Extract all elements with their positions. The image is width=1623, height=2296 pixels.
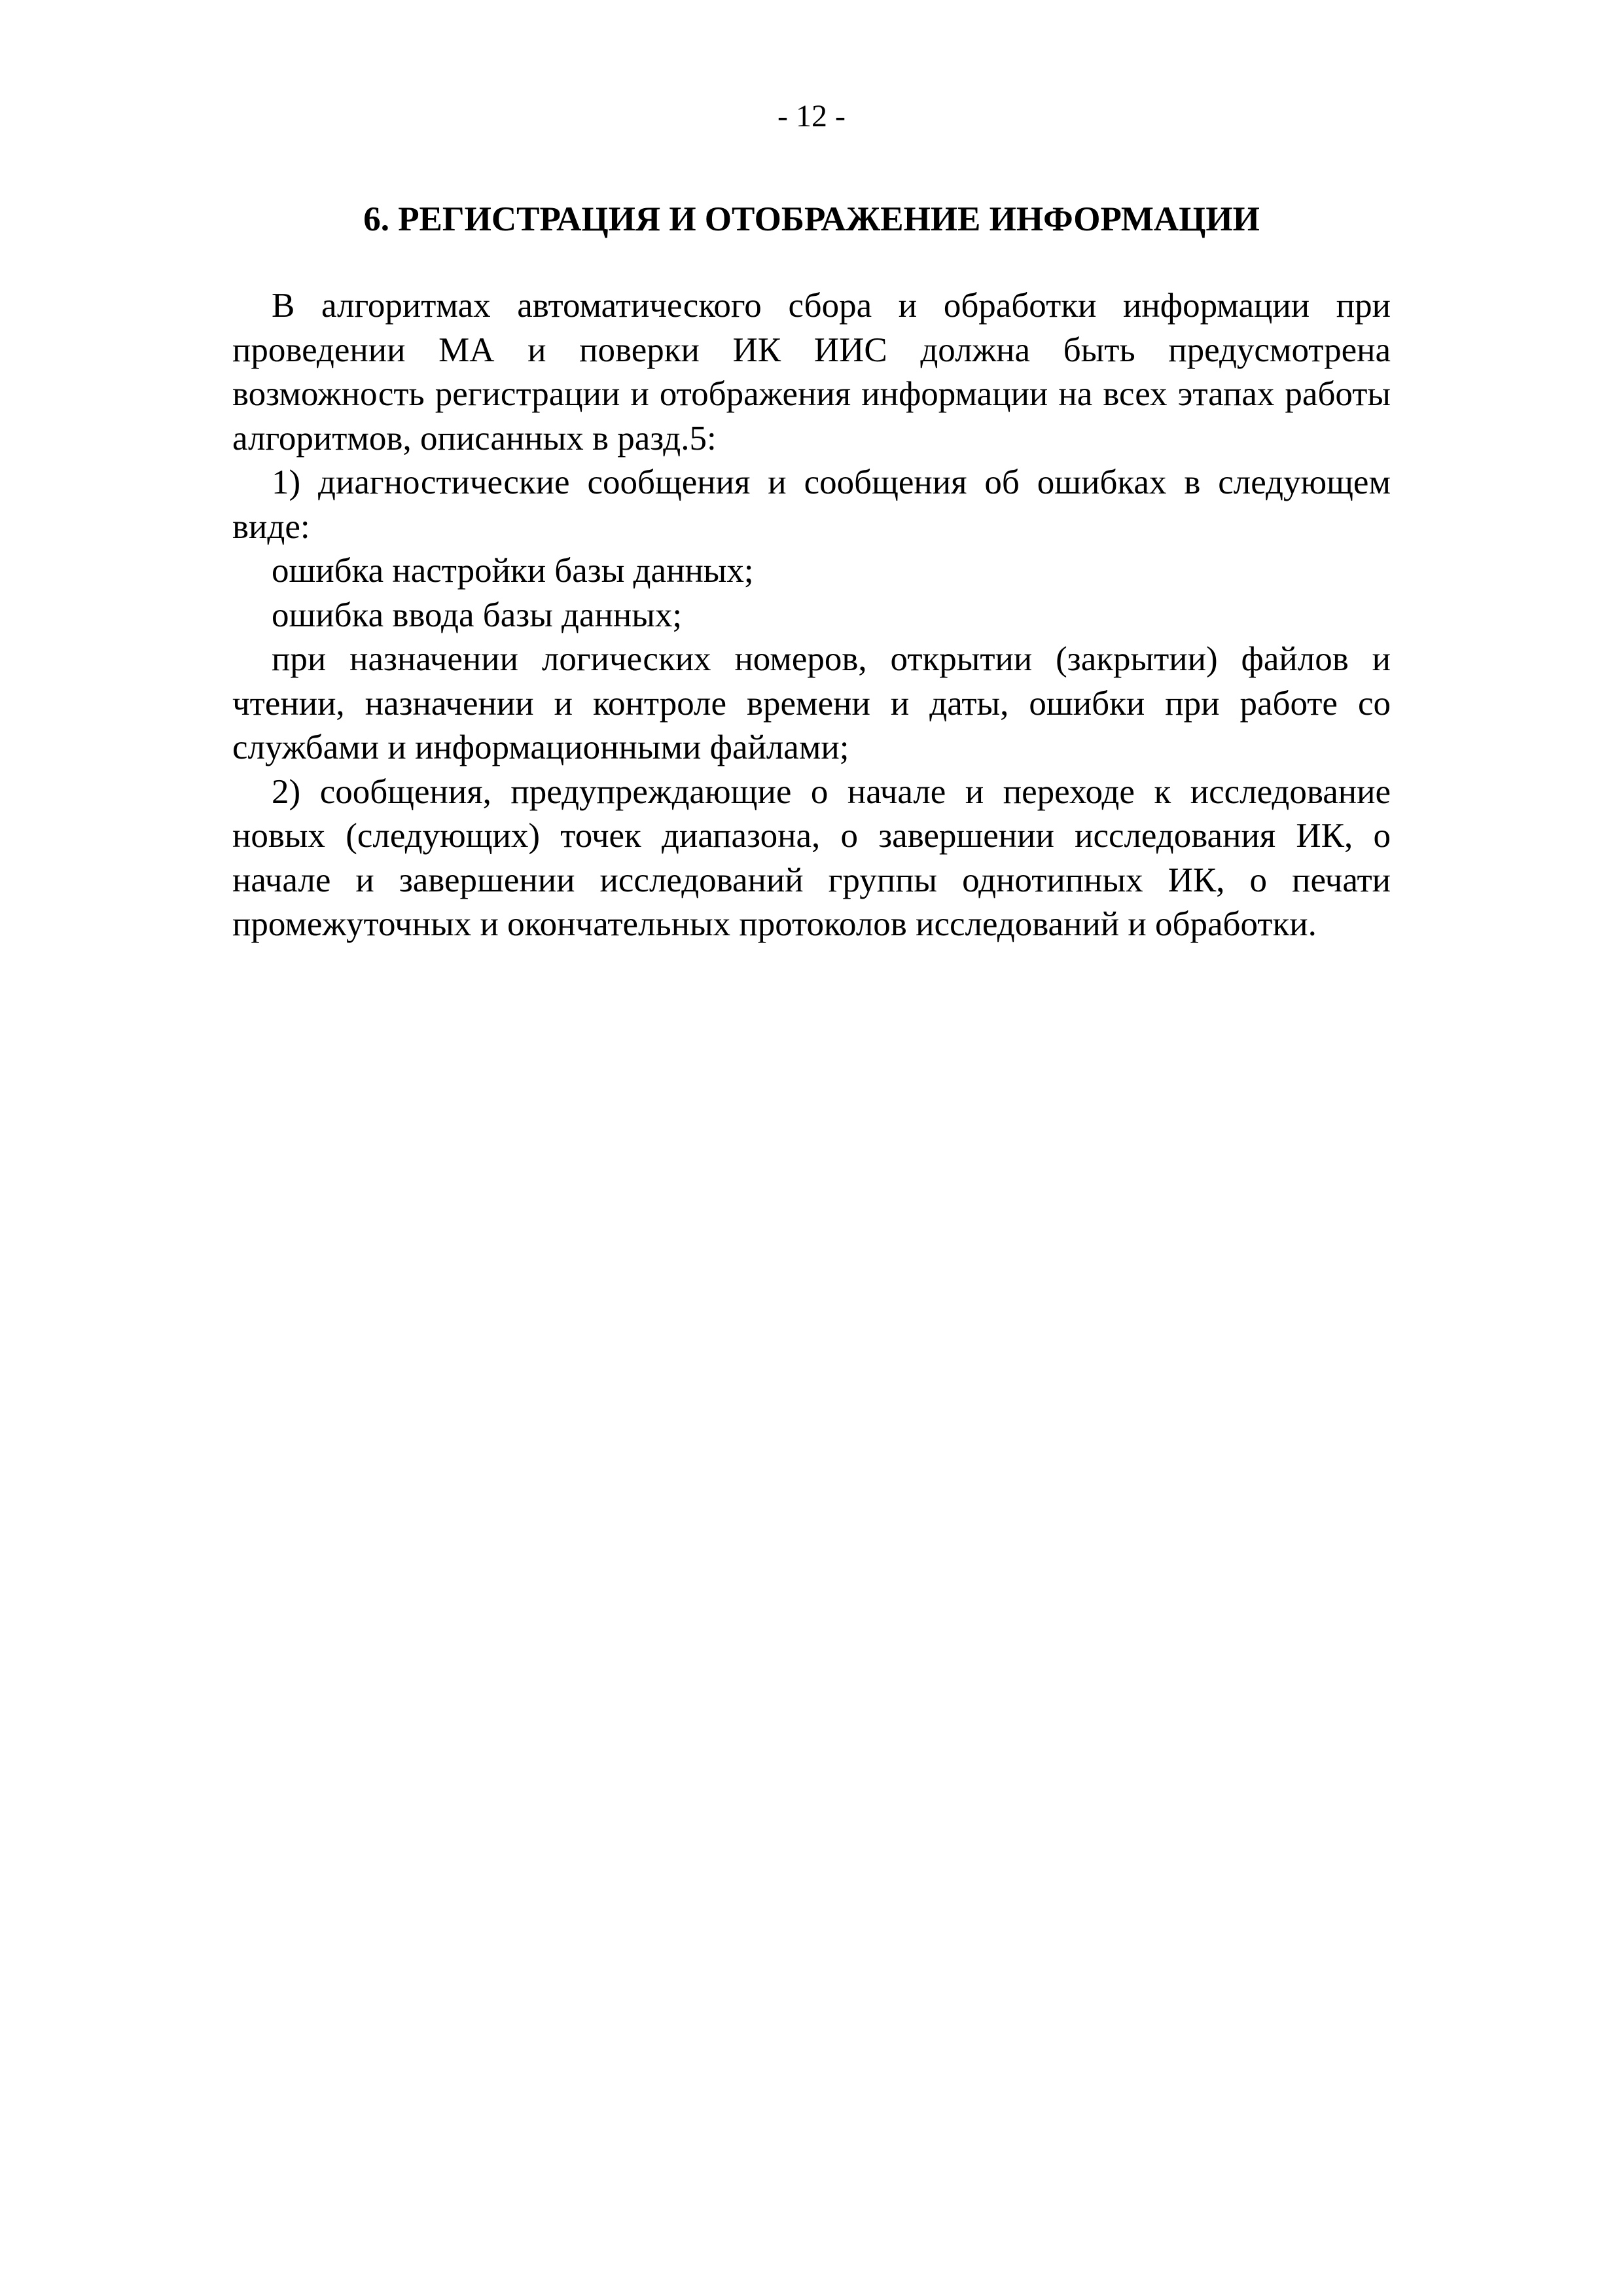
paragraph-item-2: 2) сообщения, предупреждающие о начале и переходе к исследование новых (следующих) точек диапазона, о завершении исследования ИК, о начале и завершении исследований группы однотипных ИК, о печати промежуточных и окончательных протоколов исследований и обработки. <box>232 772 1391 943</box>
section-title: 6. РЕГИСТРАЦИЯ И ОТОБРАЖЕНИЕ ИНФОРМАЦИИ <box>363 200 1260 238</box>
paragraph-subitem-db-setup-error: ошибка настройки базы данных; <box>272 552 754 590</box>
paragraph-subitem-other-errors: при назначении логических номеров, открытии (закрытии) файлов и чтении, назначении и контроле времени и даты, ошибки при работе со службами и информационными файлами; <box>232 640 1391 766</box>
paragraph-subitem-db-input-error: ошибка ввода базы данных; <box>272 596 683 634</box>
paragraph-item-1: 1) диагностические сообщения и сообщения об ошибках в следующем виде: <box>232 463 1391 546</box>
paragraph-intro: В алгоритмах автоматического сбора и обработки информации при проведении МА и поверки ИК ИИС должна быть предусмотрена возможность регистрации и отображения информации на всех этапах работы алгоритмов, описанных в разд.5: <box>232 287 1391 457</box>
section-body <box>232 284 1391 947</box>
page-number: - 12 - <box>777 99 846 134</box>
